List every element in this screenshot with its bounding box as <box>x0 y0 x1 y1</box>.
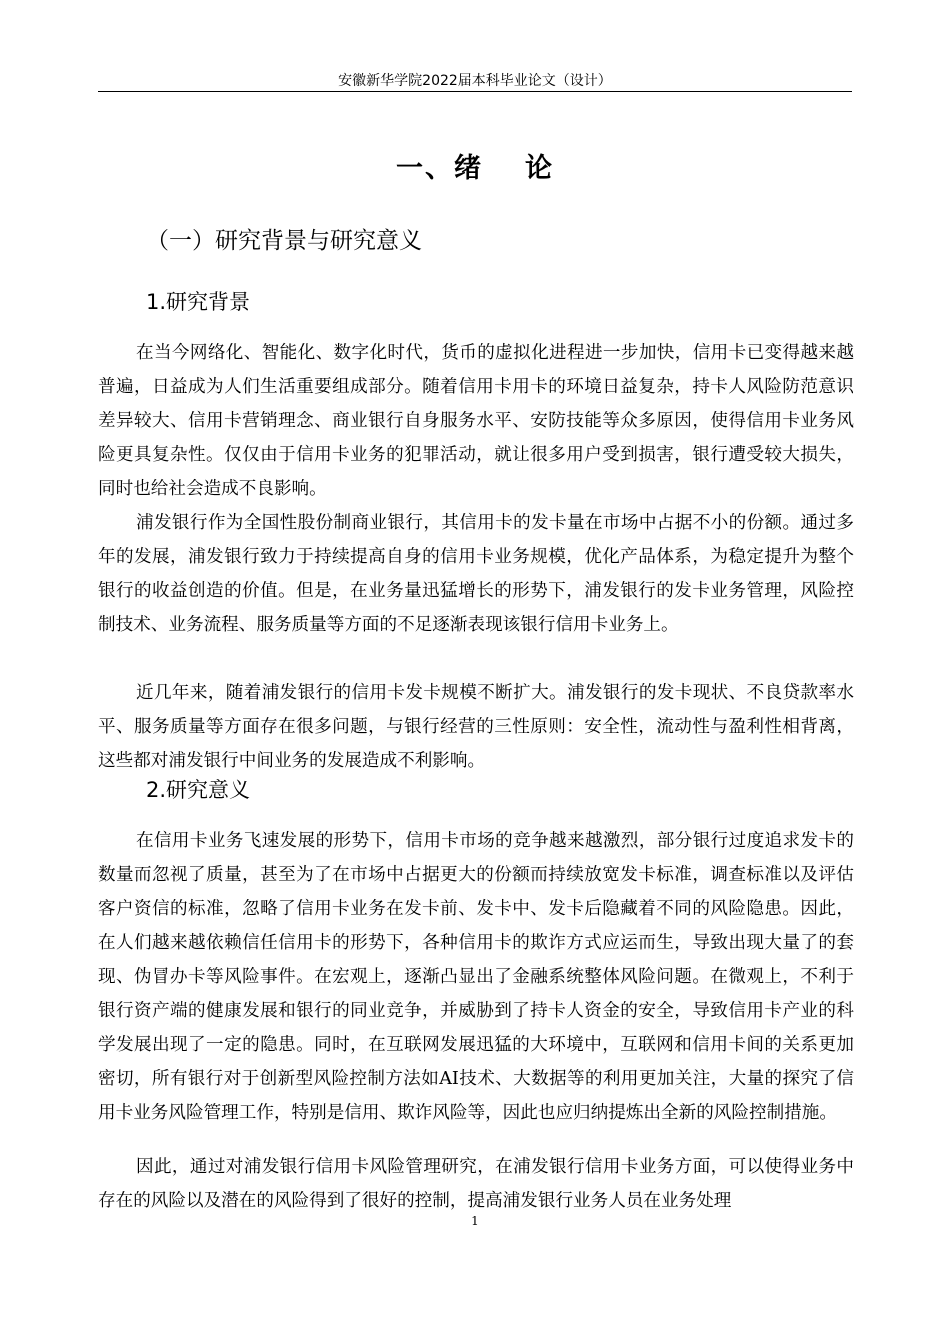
chapter-title-part1: 一、绪 <box>396 153 483 184</box>
chapter-title <box>98 146 852 185</box>
paragraph: 在当今网络化、智能化、数字化时代，货币的虚拟化进程进一步加快，信用卡已变得越来越普遍，日益成为人们生活重要组成部分。随着信用卡用卡的环境日益复杂，持卡人风险防范意识差异较大、信用卡营销理念、商业银行自身服务水平、安防技能等众多原因，使得信用卡业务风险更具复杂性。仅仅由于信用卡业务的犯罪活动，就让很多用户受到损害，银行遭受较大损失，同时也给社会造成不良影响。 <box>98 343 854 499</box>
header-rule <box>98 91 852 92</box>
paragraph: 浦发银行作为全国性股份制商业银行，其信用卡的发卡量在市场中占据不小的份额。通过多年的发展，浦发银行致力于持续提高自身的信用卡业务规模，优化产品体系，为稳定提升为整个银行的收益创造的价值。但是，在业务量迅猛增长的形势下，浦发银行的发卡业务管理，风险控制技术、业务流程、服务质量等方面的不足逐渐表现该银行信用卡业务上。 <box>98 513 854 635</box>
section-title: （一）研究背景与研究意义 <box>146 228 422 254</box>
subsection-title-background: 1.研究背景 <box>146 290 251 314</box>
subsection-title-significance: 2.研究意义 <box>146 778 251 802</box>
paragraph: 因此，通过对浦发银行信用卡风险管理研究，在浦发银行信用卡业务方面，可以使得业务中存在的风险以及潜在的风险得到了很好的控制，提高浦发银行业务人员在业务处理 <box>98 1157 854 1211</box>
chapter-title-part2: 论 <box>525 153 554 184</box>
page-number: 1 <box>471 1214 479 1228</box>
running-header: 安徽新华学院2022届本科毕业论文（设计） <box>338 73 612 89</box>
paragraph: 在信用卡业务飞速发展的形势下，信用卡市场的竞争越来越激烈，部分银行过度追求发卡的数量而忽视了质量，甚至为了在市场中占据更大的份额而持续放宽发卡标准，调查标准以及评估客户资信的标准，忽略了信用卡业务在发卡前、发卡中、发卡后隐藏着不同的风险隐患。因此，在人们越来越依赖信任信用卡的形势下，各种信用卡的欺诈方式应运而生，导致出现大量了的套现、伪冒办卡等风险事件。在宏观上，逐渐凸显出了金融系统整体风险问题。在微观上，不利于银行资产端的健康发展和银行的同业竞争，并威胁到了持卡人资金的安全，导致信用卡产业的科学发展出现了一定的隐患。同时，在互联网发展迅猛的大环境中，互联网和信用卡间的关系更加密切，所有银行对于创新型风险控制方法如AI技术、大数据等的利用更加关注，大量的探究了信用卡业务风险管理工作，特别是信用、欺诈风险等，因此也应归纳提炼出全新的风险控制措施。 <box>98 831 854 1123</box>
paragraph: 近几年来，随着浦发银行的信用卡发卡规模不断扩大。浦发银行的发卡现状、不良贷款率水平、服务质量等方面存在很多问题，与银行经营的三性原则：安全性，流动性与盈利性相背离，这些都对浦发银行中间业务的发展造成不利影响。 <box>98 683 854 771</box>
